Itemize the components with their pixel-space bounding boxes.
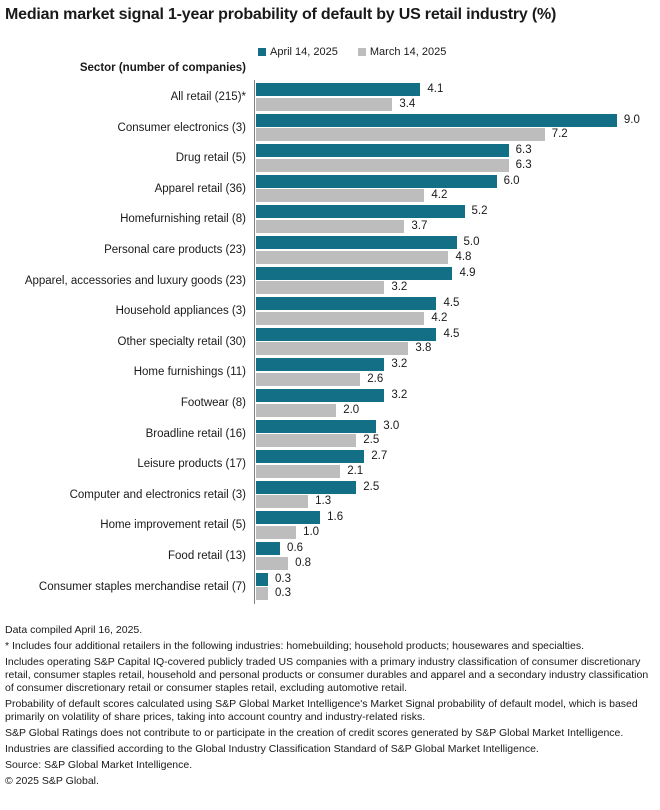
chart-title: Median market signal 1-year probability of default by US retail industry (%) <box>5 6 557 23</box>
value-label: 0.3 <box>275 572 292 585</box>
bar-april <box>256 389 384 402</box>
value-label: 2.5 <box>363 434 380 447</box>
bar-march <box>256 98 392 111</box>
bar-march <box>256 189 424 202</box>
legend-swatch-icon <box>258 48 266 56</box>
value-label: 4.5 <box>443 297 460 310</box>
y-axis-line <box>254 80 255 604</box>
value-label: 2.0 <box>343 403 360 416</box>
bar-april <box>256 511 320 524</box>
category-label: Home improvement retail (5) <box>100 519 246 532</box>
bar-april <box>256 542 280 555</box>
category-label: Computer and electronics retail (3) <box>69 488 246 501</box>
category-label: Drug retail (5) <box>175 152 246 165</box>
footnote-line: Industries are classified according to the Global Industry Classification Standard of S&P Global Market Intelligence. <box>5 743 539 755</box>
value-label: 0.3 <box>275 587 292 600</box>
legend-item <box>258 46 338 58</box>
value-label: 3.0 <box>383 419 400 432</box>
bar-march <box>256 342 408 355</box>
footnote-line: Source: S&P Global Market Intelligence. <box>5 759 193 771</box>
footnote-line: * Includes four additional retailers in the following industries: homebuilding; household products; housewares and specialties. <box>5 640 585 652</box>
value-label: 3.2 <box>391 358 408 371</box>
value-label: 4.9 <box>459 266 476 279</box>
bar-march <box>256 373 360 386</box>
bar-april <box>256 236 457 249</box>
bar-april <box>256 114 617 127</box>
bar-march <box>256 465 340 478</box>
footnote-line: S&P Global Ratings does not contribute to or participate in the creation of credit scores generated by S&P Global Market Intelligence. <box>5 727 624 739</box>
category-label: Homefurnishing retail (8) <box>120 213 246 226</box>
category-label: Other specialty retail (30) <box>117 335 246 348</box>
legend-item <box>358 46 446 58</box>
value-label: 0.6 <box>287 542 304 554</box>
bar-april <box>256 420 376 433</box>
value-label: 5.2 <box>471 205 488 218</box>
bar-april <box>256 297 436 310</box>
category-label: Food retail (13) <box>168 550 246 562</box>
category-label: All retail (215)* <box>170 91 246 103</box>
value-label: 0.8 <box>295 556 312 569</box>
bar-april <box>256 358 384 371</box>
bar-march <box>256 128 545 141</box>
bar-chart <box>0 80 660 606</box>
category-label: Home furnishings (11) <box>133 366 246 379</box>
category-label: Broadline retail (16) <box>145 427 246 440</box>
category-label: Apparel retail (36) <box>154 182 246 195</box>
value-label: 7.2 <box>551 128 568 141</box>
legend-label: April 14, 2025 <box>270 46 338 58</box>
value-label: 4.2 <box>431 189 448 202</box>
value-label: 5.0 <box>463 236 480 248</box>
bar-april <box>256 83 420 96</box>
bar-march <box>256 220 404 233</box>
category-label: Footwear (8) <box>180 397 246 409</box>
value-label: 6.3 <box>515 158 532 171</box>
category-label: Apparel, accessories and luxury goods (23) <box>24 274 246 287</box>
value-label: 3.4 <box>399 97 416 110</box>
bar-april <box>256 175 497 188</box>
category-label: Leisure products (17) <box>137 458 246 471</box>
bar-march <box>256 587 268 600</box>
legend-label: March 14, 2025 <box>369 46 447 58</box>
bar-march <box>256 557 288 570</box>
category-label: Consumer staples merchandise retail (7) <box>38 580 246 593</box>
bar-march <box>256 159 509 172</box>
bar-march <box>256 404 336 417</box>
bar-march <box>256 526 296 539</box>
value-label: 2.7 <box>371 450 388 463</box>
value-label: 3.7 <box>411 219 428 232</box>
value-label: 1.3 <box>315 495 332 508</box>
value-label: 6.3 <box>515 144 532 157</box>
bar-april <box>256 144 509 157</box>
value-label: 2.6 <box>367 372 384 385</box>
category-label: Consumer electronics (3) <box>117 121 246 134</box>
category-label: Household appliances (3) <box>115 305 246 318</box>
bar-march <box>256 495 308 508</box>
value-label: 1.0 <box>303 525 320 538</box>
bar-march <box>256 312 424 325</box>
value-label: 4.5 <box>443 327 460 340</box>
sector-axis-label: Sector (number of companies) <box>79 62 246 74</box>
value-label: 1.6 <box>327 511 344 524</box>
bar-april <box>256 450 364 463</box>
value-label: 4.8 <box>455 250 472 263</box>
footnote-line: Data compiled April 16, 2025. <box>5 624 143 636</box>
bar-march <box>256 281 384 294</box>
bar-april <box>256 267 452 280</box>
legend-swatch-icon <box>358 48 366 56</box>
value-label: 3.2 <box>391 389 408 401</box>
bar-april <box>256 481 356 494</box>
footnote-line: © 2025 S&P Global. <box>5 775 99 787</box>
bar-march <box>256 434 356 447</box>
value-label: 3.2 <box>391 281 408 294</box>
footnote-line: Includes operating S&P Capital IQ-covered publicly traded US companies with a primary industry classification of consumer discretionary retail, consumer staples retail, household and personal products or consumer durables and apparel and a secondary industry classification of consumer discretionary retail or consumer staples retail, excluding automotive retail. <box>5 656 649 694</box>
value-label: 2.5 <box>363 480 380 493</box>
legend <box>258 46 446 58</box>
value-label: 6.0 <box>503 174 520 187</box>
footnote-line: Probability of default scores calculated using S&P Global Market Intelligence's Market Signal probability of default model, which is based primarily on volatility of share prices, taking into account country and industry-related risks. <box>5 698 638 723</box>
category-label: Personal care products (23) <box>104 244 246 256</box>
bar-april <box>256 573 268 586</box>
value-label: 2.1 <box>347 464 364 477</box>
footnotes <box>5 624 655 791</box>
value-label: 9.0 <box>623 113 640 126</box>
value-label: 4.2 <box>431 311 448 324</box>
bar-april <box>256 205 465 218</box>
value-label: 3.8 <box>415 342 432 355</box>
bar-april <box>256 328 436 341</box>
bar-march <box>256 251 448 264</box>
value-label: 4.1 <box>427 83 444 95</box>
